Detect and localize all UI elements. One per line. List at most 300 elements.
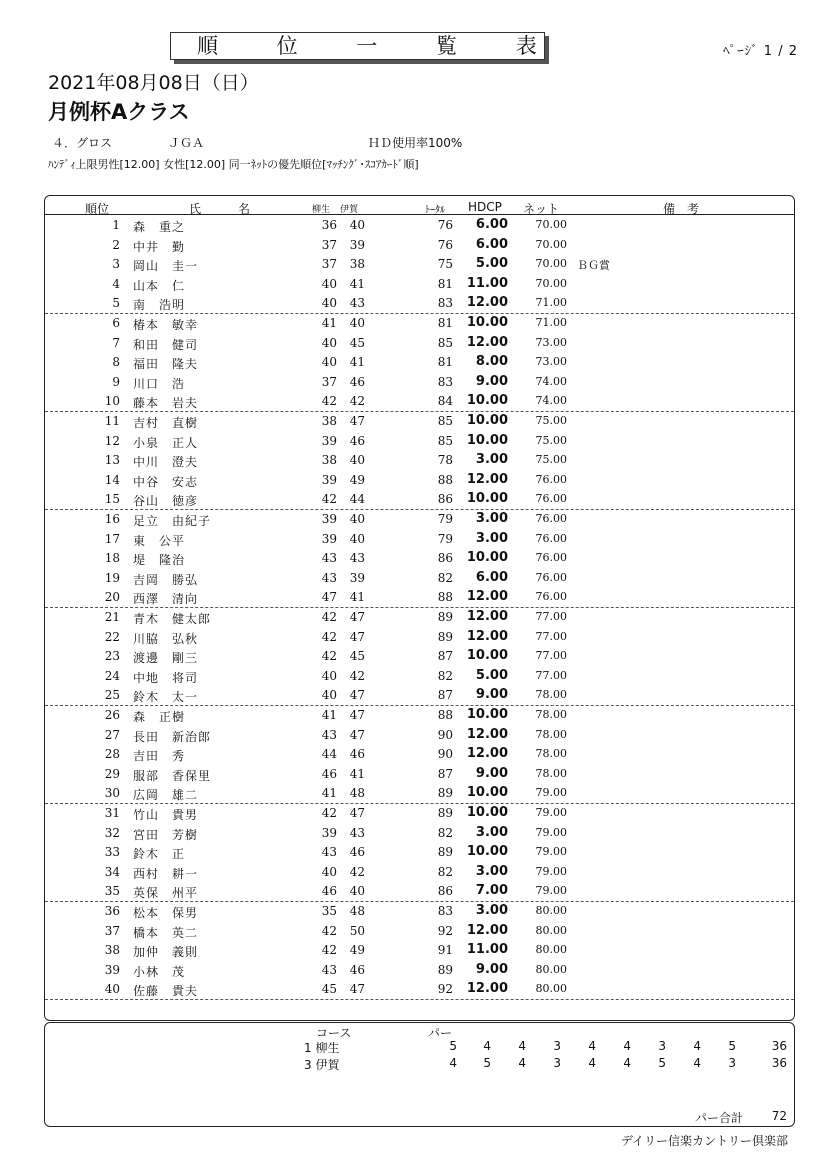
hd-usage-rate: ＨＤ使用率100%: [368, 136, 463, 150]
par-value: 4: [623, 1056, 631, 1070]
cell-out: 45: [321, 982, 337, 997]
cell-name: 英保 州平: [133, 886, 199, 901]
cell-name: 吉村 直樹: [133, 416, 199, 430]
cell-net: 79.00: [535, 884, 567, 898]
par-value: 4: [588, 1039, 596, 1053]
cell-net: 73.00: [535, 355, 567, 369]
cell-total: 87: [437, 688, 453, 703]
cell-rank: 22: [104, 629, 120, 644]
cell-in: 43: [349, 825, 365, 840]
cell-total: 81: [437, 316, 453, 330]
cell-hdcp: 12.00: [466, 295, 508, 311]
cell-net: 71.00: [535, 316, 567, 329]
par-value: 4: [693, 1056, 701, 1070]
table-row: [45, 274, 794, 294]
event-name: 月例杯Aクラス: [48, 100, 190, 124]
cell-net: 76.00: [535, 531, 567, 545]
cell-total: 81: [437, 355, 453, 370]
col-name-family: 氏: [189, 202, 202, 216]
cell-total: 90: [437, 747, 453, 762]
cell-total: 75: [437, 257, 453, 272]
cell-rank: 36: [104, 904, 120, 918]
course-par-box: [44, 1022, 795, 1127]
cell-total: 82: [437, 864, 453, 879]
cell-net: 71.00: [535, 296, 567, 310]
table-row: [45, 921, 794, 941]
cell-out: 39: [321, 531, 337, 546]
cell-net: 79.00: [535, 786, 567, 800]
cell-in: 47: [349, 688, 365, 703]
cell-out: 42: [321, 610, 337, 624]
cell-out: 35: [321, 904, 337, 918]
cell-net: 77.00: [535, 629, 567, 643]
par-value: 3: [658, 1039, 666, 1053]
course-par-total: 36: [771, 1056, 787, 1070]
cell-rank: 40: [104, 982, 120, 997]
cell-hdcp: 11.00: [466, 942, 508, 958]
cell-total: 89: [437, 806, 453, 820]
cell-in: 38: [349, 257, 365, 272]
cell-rank: 31: [104, 806, 120, 820]
cell-in: 41: [349, 276, 365, 291]
cell-hdcp: 9.00: [475, 765, 508, 781]
cell-hdcp: 8.00: [475, 354, 508, 370]
col-net: ネット: [523, 202, 560, 216]
cell-in: 41: [349, 590, 365, 605]
cell-rank: 21: [104, 610, 120, 624]
table-row: [45, 960, 794, 980]
cell-rank: 14: [104, 472, 120, 487]
cell-in: 46: [349, 747, 365, 762]
cell-total: 89: [437, 845, 453, 860]
cell-hdcp: 3.00: [475, 511, 508, 526]
cell-out: 42: [321, 806, 337, 820]
par-value: 4: [518, 1039, 526, 1053]
cell-name: 森 正樹: [133, 710, 186, 724]
cell-in: 44: [349, 492, 365, 507]
cell-net: 78.00: [535, 727, 567, 741]
cell-name: 川脇 弘秋: [133, 631, 199, 646]
table-row: [45, 391, 794, 411]
cell-hdcp: 6.00: [475, 217, 508, 232]
cell-rank: 26: [104, 708, 120, 722]
cell-name: 宮田 芳樹: [133, 827, 199, 842]
cell-out: 42: [321, 649, 337, 664]
cell-in: 40: [349, 512, 365, 526]
cell-hdcp: 12.00: [466, 471, 508, 487]
cell-hdcp: 12.00: [466, 609, 508, 624]
cell-rank: 16: [104, 512, 120, 526]
cell-net: 78.00: [535, 747, 567, 761]
cell-rank: 23: [104, 649, 120, 664]
table-row: [45, 901, 794, 921]
table-row: [45, 666, 794, 686]
table-row: [45, 646, 794, 666]
cell-in: 47: [349, 982, 365, 997]
cell-rank: 11: [104, 414, 120, 428]
table-row: [45, 548, 794, 568]
cell-out: 38: [321, 453, 337, 468]
cell-name: 西澤 清向: [133, 592, 199, 607]
table-row: [45, 823, 794, 843]
par-value: 4: [449, 1056, 457, 1070]
cell-total: 92: [437, 923, 453, 938]
cell-out: 39: [321, 825, 337, 840]
cell-rank: 24: [104, 668, 120, 683]
table-row: [45, 587, 794, 607]
cell-name: 青木 健太郎: [133, 612, 212, 626]
cell-name: 中川 澄夫: [133, 455, 199, 470]
cell-out: 41: [321, 786, 337, 801]
cell-total: 81: [437, 276, 453, 291]
cell-name: 渡邊 剛三: [133, 651, 199, 666]
cell-net: 74.00: [535, 374, 567, 388]
cell-name: 藤本 岩夫: [133, 396, 199, 411]
cell-hdcp: 3.00: [475, 863, 508, 879]
cell-net: 74.00: [535, 394, 567, 408]
cell-name: 長田 新治郎: [133, 729, 212, 744]
table-row: [45, 529, 794, 549]
par-value: 4: [518, 1056, 526, 1070]
cell-net: 80.00: [535, 962, 567, 976]
cell-hdcp: 12.00: [466, 922, 508, 938]
cell-out: 42: [321, 394, 337, 409]
results-table: [44, 195, 795, 1021]
cell-net: 80.00: [535, 923, 567, 937]
cell-in: 46: [349, 845, 365, 860]
cell-hdcp: 6.00: [475, 569, 508, 585]
cell-hdcp: 5.00: [475, 256, 508, 272]
cell-net: 77.00: [535, 610, 567, 623]
cell-hdcp: 12.00: [466, 981, 508, 997]
cell-net: 78.00: [535, 688, 567, 702]
cell-in: 46: [349, 433, 365, 448]
table-row: [45, 372, 794, 392]
page-number: ﾍﾟｰｼﾞ 1 / 2: [723, 44, 798, 59]
cell-total: 79: [437, 512, 453, 526]
par-value: 4: [693, 1039, 701, 1053]
cell-name: 広岡 雄二: [133, 788, 199, 803]
par-label: パー: [428, 1026, 453, 1040]
cell-total: 87: [437, 766, 453, 781]
cell-total: 83: [437, 374, 453, 389]
handicap-rule: ﾊﾝﾃﾞｨ上限男性[12.00] 女性[12.00] 同一ﾈｯﾄの優先順位[ﾏｯﾁﾝｸﾞ･ｽｺｱｶｰﾄﾞ順]: [48, 158, 419, 171]
cell-rank: 25: [104, 688, 120, 703]
table-row: [45, 568, 794, 588]
cell-hdcp: 9.00: [475, 687, 508, 703]
cell-name: 加仲 義則: [133, 945, 199, 960]
cell-out: 37: [321, 237, 337, 252]
cell-rank: 35: [104, 884, 120, 899]
cell-net: 79.00: [535, 864, 567, 878]
cell-total: 76: [437, 237, 453, 252]
cell-in: 40: [349, 218, 365, 232]
cell-net: 80.00: [535, 943, 567, 957]
cell-in: 43: [349, 296, 365, 311]
cell-net: 76.00: [535, 472, 567, 486]
cell-in: 47: [349, 629, 365, 644]
cell-name: 中井 勤: [133, 239, 186, 254]
cell-name: 服部 香保里: [133, 768, 212, 783]
cell-total: 83: [437, 296, 453, 311]
cell-name: 谷山 徳彦: [133, 494, 199, 509]
cell-total: 79: [437, 531, 453, 546]
cell-total: 85: [437, 433, 453, 448]
course-name: 3 伊賀: [304, 1058, 340, 1072]
cell-name: 中谷 安志: [133, 474, 199, 489]
table-row: [45, 881, 794, 901]
table-row: [45, 725, 794, 745]
cell-hdcp: 9.00: [475, 961, 508, 977]
handicap-method: ＪＧＡ: [168, 136, 205, 150]
table-row: [45, 627, 794, 647]
par-value: 3: [728, 1056, 736, 1070]
cell-hdcp: 10.00: [466, 648, 508, 664]
cell-out: 42: [321, 923, 337, 938]
cell-net: 78.00: [535, 708, 567, 721]
col-total: ﾄｰﾀﾙ: [425, 205, 445, 216]
par-value: 5: [449, 1039, 457, 1053]
cell-rank: 15: [104, 492, 120, 507]
table-row: [45, 333, 794, 353]
cell-out: 42: [321, 629, 337, 644]
cell-in: 40: [349, 453, 365, 468]
table-row: [45, 705, 794, 725]
cell-name: 山本 仁: [133, 278, 186, 293]
cell-rank: 8: [112, 355, 120, 370]
cell-in: 45: [349, 335, 365, 350]
cell-name: 岡山 圭一: [133, 259, 199, 274]
table-row: [45, 685, 794, 705]
cell-total: 90: [437, 727, 453, 742]
par-total-label: パー合計: [695, 1111, 744, 1125]
cell-rank: 1: [112, 218, 120, 232]
cell-total: 86: [437, 884, 453, 899]
cell-hdcp: 10.00: [466, 785, 508, 801]
cell-total: 82: [437, 668, 453, 683]
cell-out: 43: [321, 570, 337, 585]
cell-out: 40: [321, 296, 337, 311]
cell-in: 42: [349, 668, 365, 683]
cell-rank: 32: [104, 825, 120, 840]
par-value: 4: [483, 1039, 491, 1053]
cell-out: 39: [321, 512, 337, 526]
cell-hdcp: 3.00: [475, 824, 508, 840]
cell-hdcp: 9.00: [475, 373, 508, 389]
cell-hdcp: 10.00: [466, 413, 508, 428]
cell-name: 中地 将司: [133, 670, 199, 685]
score-category: ４．グロス: [52, 136, 113, 150]
cell-rank: 6: [112, 316, 120, 330]
event-date: 2021年08月08日（日）: [48, 72, 259, 94]
cell-total: 92: [437, 982, 453, 997]
cell-name: 竹山 貴男: [133, 808, 199, 822]
cell-rank: 33: [104, 845, 120, 860]
cell-rank: 7: [112, 335, 120, 350]
cell-net: 76.00: [535, 492, 567, 506]
cell-net: 77.00: [535, 668, 567, 682]
group-divider: [45, 999, 794, 1000]
cell-out: 42: [321, 492, 337, 507]
cell-in: 46: [349, 962, 365, 977]
cell-in: 43: [349, 551, 365, 566]
par-value: 4: [623, 1039, 631, 1053]
table-row: [45, 470, 794, 490]
cell-hdcp: 3.00: [475, 452, 508, 468]
club-name: デイリー信楽カントリー倶楽部: [620, 1134, 788, 1148]
cell-total: 89: [437, 610, 453, 624]
par-value: 3: [553, 1039, 561, 1053]
table-row: [45, 783, 794, 803]
cell-net: 76.00: [535, 590, 567, 604]
cell-remarks: ＢＧ賞: [577, 259, 610, 273]
cell-in: 39: [349, 570, 365, 585]
cell-in: 41: [349, 355, 365, 370]
par-value: 5: [483, 1056, 491, 1070]
cell-name: 川口 浩: [133, 376, 186, 391]
cell-name: 佐藤 貴夫: [133, 984, 199, 999]
cell-rank: 38: [104, 943, 120, 958]
col-name-given: 名: [238, 202, 251, 216]
cell-name: 松本 保男: [133, 906, 199, 920]
col-hdcp: HDCP: [468, 200, 502, 214]
cell-net: 75.00: [535, 453, 567, 467]
cell-out: 40: [321, 864, 337, 879]
cell-in: 40: [349, 316, 365, 330]
cell-total: 78: [437, 453, 453, 468]
cell-hdcp: 12.00: [466, 334, 508, 350]
par-total-value: 72: [771, 1109, 787, 1123]
table-row: [45, 744, 794, 764]
cell-rank: 13: [104, 453, 120, 468]
cell-net: 79.00: [535, 825, 567, 839]
table-row: [45, 862, 794, 882]
cell-total: 88: [437, 590, 453, 605]
page-title: 順 位 一 覧 表: [170, 32, 545, 60]
cell-name: 椿本 敏幸: [133, 318, 199, 332]
cell-hdcp: 10.00: [466, 432, 508, 448]
cell-rank: 39: [104, 962, 120, 977]
cell-out: 39: [321, 472, 337, 487]
cell-hdcp: 10.00: [466, 805, 508, 820]
cell-hdcp: 10.00: [466, 491, 508, 507]
cell-out: 38: [321, 414, 337, 428]
cell-net: 77.00: [535, 649, 567, 663]
cell-total: 89: [437, 629, 453, 644]
cell-in: 40: [349, 884, 365, 899]
cell-name: 堤 隆治: [133, 553, 186, 568]
cell-in: 47: [349, 727, 365, 742]
cell-rank: 27: [104, 727, 120, 742]
cell-net: 76.00: [535, 512, 567, 525]
cell-hdcp: 5.00: [475, 667, 508, 683]
cell-out: 37: [321, 374, 337, 389]
cell-total: 82: [437, 825, 453, 840]
cell-name: 吉岡 勝弘: [133, 572, 199, 587]
table-row: [45, 293, 794, 313]
table-row: [45, 509, 794, 529]
cell-name: 鈴木 正: [133, 847, 186, 862]
cell-name: 吉田 秀: [133, 749, 186, 764]
cell-out: 39: [321, 433, 337, 448]
cell-in: 50: [349, 923, 365, 938]
cell-rank: 30: [104, 786, 120, 801]
table-row: [45, 431, 794, 451]
table-row: [45, 979, 794, 999]
table-row: [45, 842, 794, 862]
cell-out: 46: [321, 766, 337, 781]
par-value: 3: [553, 1056, 561, 1070]
cell-name: 小林 茂: [133, 964, 186, 979]
col-rank: 順位: [85, 202, 110, 216]
table-row: [45, 803, 794, 823]
table-row: [45, 940, 794, 960]
col-remarks: 備 考: [663, 202, 700, 216]
cell-rank: 9: [112, 374, 120, 389]
cell-out: 42: [321, 943, 337, 958]
cell-hdcp: 10.00: [466, 315, 508, 330]
cell-net: 70.00: [535, 276, 567, 290]
table-row: [45, 489, 794, 509]
cell-net: 70.00: [535, 237, 567, 251]
cell-net: 80.00: [535, 982, 567, 996]
cell-total: 91: [437, 943, 453, 958]
cell-name: 東 公平: [133, 533, 186, 548]
col-in: 伊賀: [340, 205, 359, 215]
cell-hdcp: 7.00: [475, 883, 508, 899]
cell-total: 85: [437, 414, 453, 428]
cell-out: 47: [321, 590, 337, 605]
cell-in: 46: [349, 374, 365, 389]
cell-hdcp: 10.00: [466, 550, 508, 566]
cell-total: 86: [437, 551, 453, 566]
cell-net: 76.00: [535, 551, 567, 565]
cell-out: 37: [321, 257, 337, 272]
course-name: 1 柳生: [304, 1041, 340, 1055]
table-row: [45, 607, 794, 627]
cell-hdcp: 3.00: [475, 530, 508, 546]
cell-total: 84: [437, 394, 453, 409]
cell-in: 42: [349, 864, 365, 879]
cell-in: 40: [349, 531, 365, 546]
cell-net: 73.00: [535, 335, 567, 349]
cell-net: 75.00: [535, 433, 567, 447]
cell-total: 82: [437, 570, 453, 585]
cell-rank: 28: [104, 747, 120, 762]
cell-out: 43: [321, 845, 337, 860]
table-row: [45, 450, 794, 470]
table-row: [45, 313, 794, 333]
cell-out: 40: [321, 688, 337, 703]
cell-total: 88: [437, 708, 453, 722]
cell-hdcp: 12.00: [466, 589, 508, 605]
cell-out: 44: [321, 747, 337, 762]
cell-rank: 37: [104, 923, 120, 938]
cell-out: 40: [321, 668, 337, 683]
table-row: [45, 411, 794, 431]
cell-hdcp: 10.00: [466, 707, 508, 722]
cell-in: 47: [349, 610, 365, 624]
cell-in: 41: [349, 766, 365, 781]
par-value: 4: [588, 1056, 596, 1070]
cell-out: 43: [321, 551, 337, 566]
table-row: [45, 764, 794, 784]
cell-name: 足立 由紀子: [133, 514, 212, 528]
table-row: [45, 254, 794, 274]
cell-name: 鈴木 太一: [133, 690, 199, 705]
cell-in: 47: [349, 414, 365, 428]
cell-net: 70.00: [535, 218, 567, 231]
